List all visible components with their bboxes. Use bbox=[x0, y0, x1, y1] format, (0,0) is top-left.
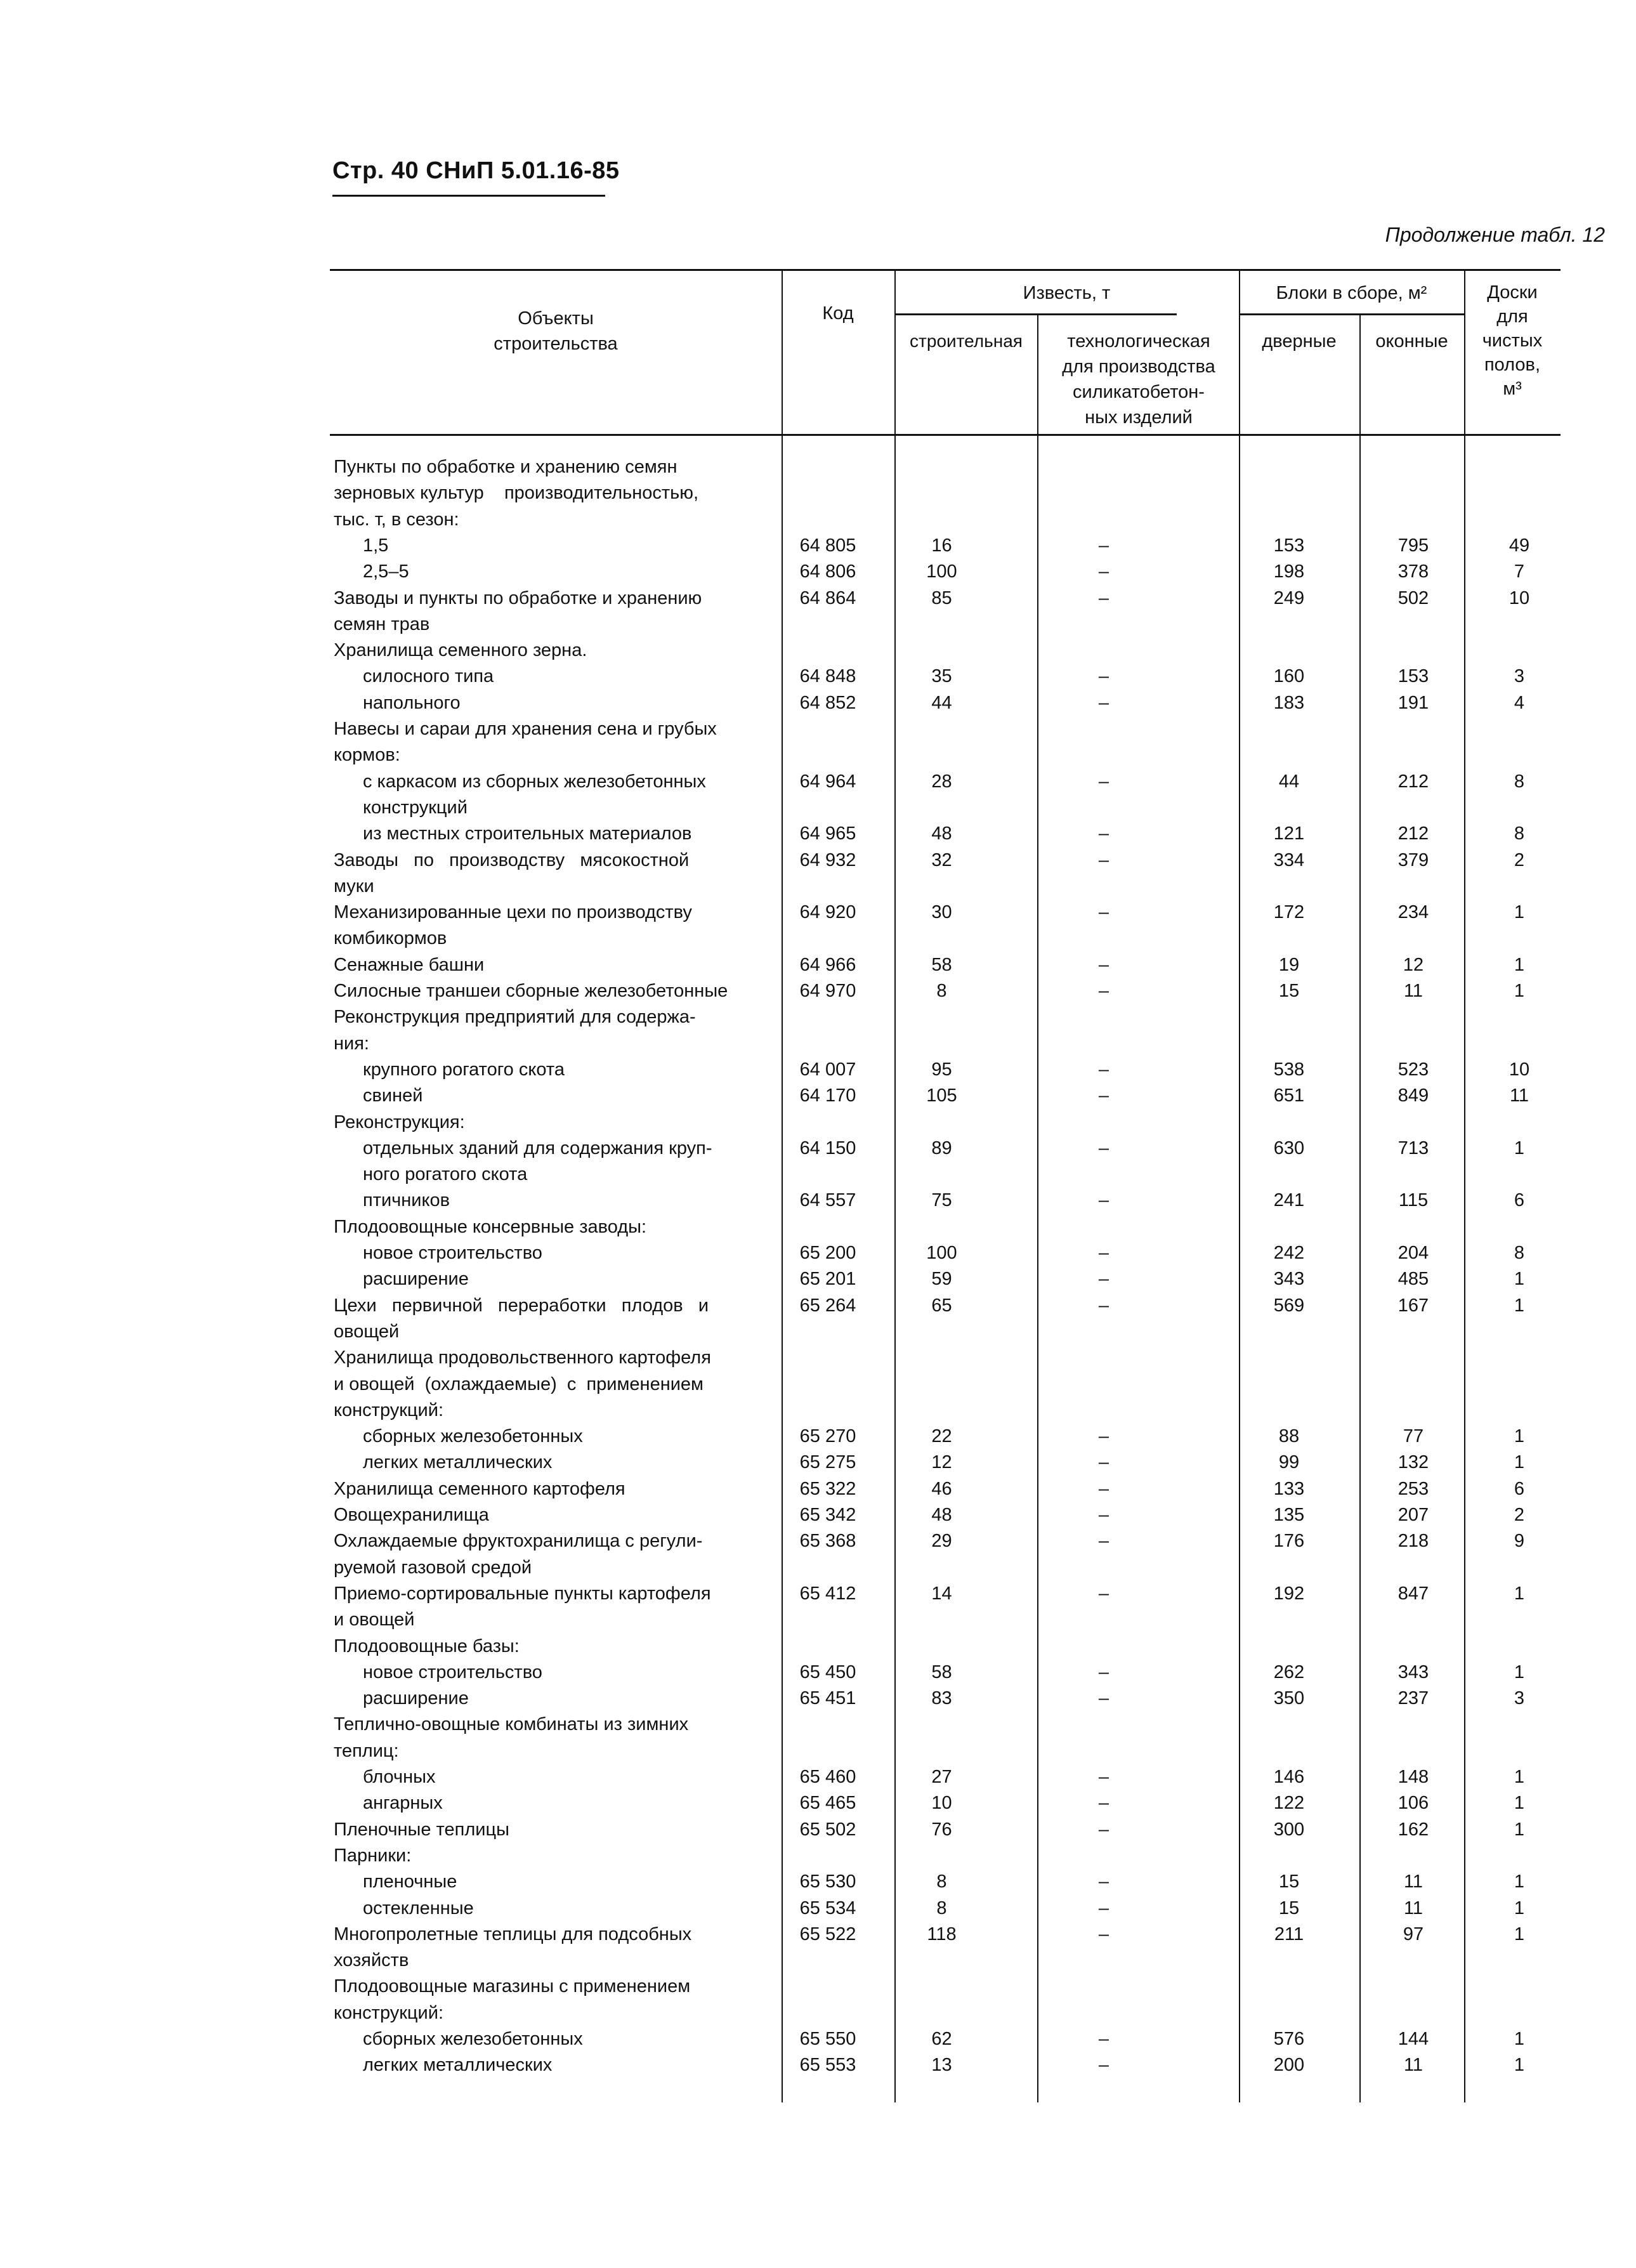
row-object-name: теплиц: bbox=[334, 1741, 399, 1761]
row-lime-technological: – bbox=[1098, 981, 1109, 1001]
row-boards: 1 bbox=[1514, 1924, 1525, 1944]
row-window-blocks: 77 bbox=[1403, 1426, 1424, 1446]
row-lime-technological: – bbox=[1098, 693, 1109, 713]
row-object-name: 2,5–5 bbox=[363, 561, 409, 582]
row-lime-construction: 8 bbox=[936, 1871, 947, 1892]
row-object-name: Силосные траншеи сборные железобетонные bbox=[334, 981, 728, 1001]
row-object-name: Заводы и пункты по обработке и хранению bbox=[334, 588, 702, 608]
row-code: 65 200 bbox=[799, 1243, 856, 1263]
row-code: 64 170 bbox=[799, 1085, 856, 1106]
row-lime-construction: 62 bbox=[931, 2029, 952, 2049]
row-window-blocks: 523 bbox=[1397, 1059, 1429, 1080]
row-lime-technological: – bbox=[1098, 902, 1109, 922]
row-object-name: овощей bbox=[334, 1321, 400, 1342]
data-table bbox=[330, 269, 1561, 2102]
row-object-name: легких металлических bbox=[363, 1452, 553, 1472]
row-code: 65 465 bbox=[799, 1793, 856, 1813]
row-lime-construction: 12 bbox=[931, 1452, 952, 1472]
header-blocks-group: Блоки в сборе, м² bbox=[1276, 283, 1427, 303]
row-lime-construction: 16 bbox=[931, 535, 952, 556]
col-divider-blocks bbox=[1239, 269, 1240, 2102]
row-code: 64 150 bbox=[799, 1138, 856, 1158]
row-object-name: конструкций: bbox=[334, 2003, 443, 2023]
row-lime-technological: – bbox=[1098, 1085, 1109, 1106]
row-lime-construction: 118 bbox=[927, 1924, 957, 1944]
row-object-name: Приемо-сортировальные пункты картофеля bbox=[334, 1583, 711, 1604]
row-window-blocks: 343 bbox=[1397, 1662, 1429, 1682]
row-object-name: Пленочные теплицы bbox=[334, 1819, 509, 1840]
row-lime-construction: 44 bbox=[931, 693, 952, 713]
row-door-blocks: 343 bbox=[1273, 1269, 1305, 1289]
row-door-blocks: 172 bbox=[1273, 902, 1305, 922]
row-door-blocks: 121 bbox=[1273, 823, 1305, 844]
row-object-name: Хранилища семенного зерна. bbox=[334, 640, 587, 660]
row-door-blocks: 176 bbox=[1273, 1531, 1305, 1551]
row-boards: 1 bbox=[1514, 2055, 1525, 2075]
row-lime-technological: – bbox=[1098, 1243, 1109, 1263]
row-object-name: Овощехранилища bbox=[334, 1505, 489, 1525]
row-window-blocks: 144 bbox=[1397, 2029, 1429, 2049]
row-lime-construction: 46 bbox=[931, 1479, 952, 1499]
row-boards: 2 bbox=[1514, 850, 1525, 870]
row-lime-construction: 100 bbox=[926, 1243, 957, 1263]
row-lime-technological: – bbox=[1098, 666, 1109, 686]
row-code: 64 557 bbox=[799, 1190, 856, 1210]
row-lime-construction: 29 bbox=[931, 1531, 952, 1551]
row-door-blocks: 183 bbox=[1273, 693, 1305, 713]
row-object-name: птичников bbox=[363, 1190, 450, 1210]
row-lime-construction: 28 bbox=[931, 771, 952, 792]
row-object-name: Многопролетные теплицы для подсобных bbox=[334, 1924, 692, 1944]
row-door-blocks: 241 bbox=[1273, 1190, 1305, 1210]
row-lime-technological: – bbox=[1098, 771, 1109, 792]
row-window-blocks: 212 bbox=[1397, 823, 1429, 844]
row-object-name: Охлаждаемые фруктохранилища с регули- bbox=[334, 1531, 703, 1551]
row-lime-construction: 32 bbox=[931, 850, 952, 870]
row-object-name: конструкций bbox=[363, 797, 468, 818]
row-boards: 1 bbox=[1514, 1871, 1525, 1892]
row-window-blocks: 212 bbox=[1397, 771, 1429, 792]
row-door-blocks: 350 bbox=[1273, 1688, 1305, 1708]
row-object-name: хозяйств bbox=[334, 1950, 409, 1970]
row-lime-technological: – bbox=[1098, 1505, 1109, 1525]
row-object-name: Плодоовощные базы: bbox=[334, 1636, 520, 1656]
row-object-name: блочных bbox=[363, 1767, 436, 1787]
row-window-blocks: 132 bbox=[1397, 1452, 1429, 1472]
row-lime-technological: – bbox=[1098, 1426, 1109, 1446]
row-object-name: Навесы и сараи для хранения сена и грубых bbox=[334, 719, 717, 739]
row-lime-construction: 13 bbox=[931, 2055, 952, 2075]
row-window-blocks: 12 bbox=[1403, 955, 1424, 975]
row-object-name: расширение bbox=[363, 1269, 469, 1289]
row-lime-construction: 75 bbox=[931, 1190, 952, 1210]
row-object-name: из местных строительных материалов bbox=[363, 823, 692, 844]
row-object-name: легких металлических bbox=[363, 2055, 553, 2075]
row-boards: 3 bbox=[1514, 666, 1525, 686]
page-title: Стр. 40 СНиП 5.01.16-85 bbox=[332, 157, 620, 184]
header-code: Код bbox=[822, 303, 854, 324]
row-lime-technological: – bbox=[1098, 1269, 1109, 1289]
row-door-blocks: 15 bbox=[1278, 1871, 1300, 1892]
row-boards: 1 bbox=[1514, 981, 1525, 1001]
row-lime-construction: 10 bbox=[931, 1793, 952, 1813]
row-window-blocks: 204 bbox=[1397, 1243, 1429, 1263]
table-continuation-label: Продолжение табл. 12 bbox=[1385, 223, 1605, 246]
header-objects: Объекты строительства bbox=[494, 308, 618, 354]
row-object-name: Теплично-овощные комбинаты из зимних bbox=[334, 1714, 689, 1734]
row-door-blocks: 99 bbox=[1278, 1452, 1300, 1472]
row-code: 64 805 bbox=[799, 535, 856, 556]
row-door-blocks: 538 bbox=[1273, 1059, 1305, 1080]
row-code: 65 530 bbox=[799, 1871, 856, 1892]
row-door-blocks: 576 bbox=[1273, 2029, 1305, 2049]
row-door-blocks: 334 bbox=[1273, 850, 1305, 870]
row-code: 65 270 bbox=[799, 1426, 856, 1446]
row-object-name: и овощей bbox=[334, 1609, 415, 1630]
row-window-blocks: 253 bbox=[1397, 1479, 1429, 1499]
row-object-name: комбикормов bbox=[334, 928, 447, 948]
row-lime-construction: 30 bbox=[931, 902, 952, 922]
row-window-blocks: 167 bbox=[1397, 1295, 1429, 1316]
row-lime-technological: – bbox=[1098, 561, 1109, 582]
row-window-blocks: 207 bbox=[1397, 1505, 1429, 1525]
row-object-name: ного рогатого скота bbox=[363, 1164, 528, 1184]
row-object-name: сборных железобетонных bbox=[363, 1426, 583, 1446]
row-object-name: Реконструкция предприятий для содержа- bbox=[334, 1007, 696, 1027]
row-code: 65 534 bbox=[799, 1898, 856, 1918]
row-object-name: семян трав bbox=[334, 614, 430, 634]
row-window-blocks: 162 bbox=[1397, 1819, 1429, 1840]
row-boards: 1 bbox=[1514, 1793, 1525, 1813]
row-code: 64 852 bbox=[799, 693, 856, 713]
row-lime-technological: – bbox=[1098, 1452, 1109, 1472]
row-object-name: Реконструкция: bbox=[334, 1112, 465, 1132]
row-lime-technological: – bbox=[1098, 1583, 1109, 1604]
header-bottom-rule bbox=[330, 434, 1561, 436]
row-object-name: Плодоовощные магазины с применением bbox=[334, 1976, 691, 1996]
row-object-name: руемой газовой средой bbox=[334, 1557, 532, 1578]
row-object-name: Пункты по обработке и хранению семян bbox=[334, 457, 677, 477]
row-window-blocks: 378 bbox=[1397, 561, 1429, 582]
row-lime-construction: 95 bbox=[931, 1059, 952, 1080]
row-object-name: ангарных bbox=[363, 1793, 443, 1813]
row-lime-technological: – bbox=[1098, 2055, 1109, 2075]
row-window-blocks: 148 bbox=[1397, 1767, 1429, 1787]
row-window-blocks: 11 bbox=[1403, 2055, 1423, 2075]
row-lime-construction: 48 bbox=[931, 1505, 952, 1525]
row-object-name: Хранилища продовольственного картофеля bbox=[334, 1347, 711, 1368]
header-lime-construction: строительная bbox=[910, 331, 1023, 351]
row-lime-construction: 83 bbox=[931, 1688, 952, 1708]
row-code: 64 964 bbox=[799, 771, 856, 792]
row-window-blocks: 153 bbox=[1397, 666, 1429, 686]
row-code: 65 550 bbox=[799, 2029, 856, 2049]
header-blocks-window: оконные bbox=[1375, 331, 1448, 351]
row-door-blocks: 192 bbox=[1273, 1583, 1305, 1604]
row-lime-construction: 105 bbox=[926, 1085, 957, 1106]
row-window-blocks: 713 bbox=[1397, 1138, 1429, 1158]
row-door-blocks: 19 bbox=[1278, 955, 1300, 975]
blocks-subheader-rule bbox=[1239, 313, 1464, 315]
row-object-name: сборных железобетонных bbox=[363, 2029, 583, 2049]
header-blocks-door: дверные bbox=[1262, 331, 1337, 351]
col-divider-blocks-window bbox=[1359, 313, 1361, 2102]
row-object-name: ния: bbox=[334, 1033, 369, 1054]
row-object-name: расширение bbox=[363, 1688, 469, 1708]
row-boards: 1 bbox=[1514, 1138, 1525, 1158]
row-window-blocks: 502 bbox=[1397, 588, 1429, 608]
row-boards: 10 bbox=[1508, 588, 1530, 608]
row-window-blocks: 485 bbox=[1397, 1269, 1429, 1289]
row-lime-technological: – bbox=[1098, 1819, 1109, 1840]
row-object-name: конструкций: bbox=[334, 1400, 443, 1420]
row-code: 64 920 bbox=[799, 902, 856, 922]
row-lime-construction: 100 bbox=[926, 561, 957, 582]
row-object-name: Заводы по производству мясокостной bbox=[334, 850, 690, 870]
row-object-name: крупного рогатого скота bbox=[363, 1059, 565, 1080]
row-door-blocks: 651 bbox=[1273, 1085, 1305, 1106]
row-door-blocks: 133 bbox=[1273, 1479, 1305, 1499]
row-lime-technological: – bbox=[1098, 2029, 1109, 2049]
row-lime-construction: 35 bbox=[931, 666, 952, 686]
row-lime-technological: – bbox=[1098, 1531, 1109, 1551]
header-lime-technological: технологическая для производства силикатобетон- ных изделий bbox=[1062, 331, 1215, 428]
row-boards: 8 bbox=[1514, 823, 1525, 844]
row-lime-construction: 58 bbox=[931, 955, 952, 975]
row-window-blocks: 847 bbox=[1397, 1583, 1429, 1604]
row-object-name: Парники: bbox=[334, 1845, 412, 1866]
row-lime-technological: – bbox=[1098, 1662, 1109, 1682]
row-window-blocks: 237 bbox=[1397, 1688, 1429, 1708]
row-boards: 8 bbox=[1514, 1243, 1525, 1263]
row-object-name: свиней bbox=[363, 1085, 423, 1106]
row-window-blocks: 218 bbox=[1397, 1531, 1429, 1551]
row-code: 64 848 bbox=[799, 666, 856, 686]
row-code: 65 342 bbox=[799, 1505, 856, 1525]
row-lime-construction: 58 bbox=[931, 1662, 952, 1682]
row-object-name: Механизированные цехи по производству bbox=[334, 902, 692, 922]
row-door-blocks: 15 bbox=[1278, 981, 1300, 1001]
row-object-name: остекленные bbox=[363, 1898, 474, 1918]
row-code: 65 502 bbox=[799, 1819, 856, 1840]
row-boards: 1 bbox=[1514, 1767, 1525, 1787]
row-code: 65 412 bbox=[799, 1583, 856, 1604]
row-door-blocks: 630 bbox=[1273, 1138, 1305, 1158]
row-lime-technological: – bbox=[1098, 1190, 1109, 1210]
row-code: 64 966 bbox=[799, 955, 856, 975]
row-lime-technological: – bbox=[1098, 955, 1109, 975]
row-code: 64 007 bbox=[799, 1059, 856, 1080]
row-door-blocks: 153 bbox=[1273, 535, 1305, 556]
row-boards: 7 bbox=[1514, 561, 1525, 582]
row-boards: 1 bbox=[1514, 902, 1525, 922]
lime-subheader-rule bbox=[894, 313, 1177, 315]
row-boards: 3 bbox=[1514, 1688, 1525, 1708]
row-code: 65 322 bbox=[799, 1479, 856, 1499]
row-object-name: Плодоовощные консервные заводы: bbox=[334, 1217, 647, 1237]
row-boards: 11 bbox=[1509, 1085, 1529, 1106]
row-lime-construction: 59 bbox=[931, 1269, 952, 1289]
row-boards: 4 bbox=[1514, 693, 1525, 713]
row-boards: 2 bbox=[1514, 1505, 1525, 1525]
row-boards: 1 bbox=[1514, 1452, 1525, 1472]
row-object-name: Хранилища семенного картофеля bbox=[334, 1479, 625, 1499]
row-object-name: напольного bbox=[363, 693, 461, 713]
row-lime-construction: 22 bbox=[931, 1426, 952, 1446]
row-window-blocks: 11 bbox=[1403, 1871, 1423, 1892]
row-door-blocks: 15 bbox=[1278, 1898, 1300, 1918]
row-lime-technological: – bbox=[1098, 535, 1109, 556]
row-code: 65 264 bbox=[799, 1295, 856, 1316]
row-object-name: новое строительство bbox=[363, 1243, 542, 1263]
header-boards: Доски для чистых полов, м³ bbox=[1482, 282, 1543, 399]
row-boards: 49 bbox=[1508, 535, 1530, 556]
row-lime-construction: 65 bbox=[931, 1295, 952, 1316]
col-divider-boards bbox=[1464, 269, 1465, 2102]
row-boards: 6 bbox=[1514, 1190, 1525, 1210]
row-boards: 1 bbox=[1514, 2029, 1525, 2049]
row-lime-construction: 89 bbox=[931, 1138, 952, 1158]
row-object-name: Сенажные башни bbox=[334, 955, 485, 975]
row-door-blocks: 44 bbox=[1278, 771, 1300, 792]
row-boards: 9 bbox=[1514, 1531, 1525, 1551]
row-lime-construction: 48 bbox=[931, 823, 952, 844]
row-lime-construction: 14 bbox=[931, 1583, 952, 1604]
row-door-blocks: 198 bbox=[1273, 561, 1305, 582]
row-boards: 1 bbox=[1514, 1583, 1525, 1604]
row-code: 65 553 bbox=[799, 2055, 856, 2075]
row-object-name: муки bbox=[334, 876, 374, 896]
row-object-name: и овощей (охлаждаемые) с применением bbox=[334, 1374, 703, 1394]
row-lime-technological: – bbox=[1098, 588, 1109, 608]
row-code: 64 932 bbox=[799, 850, 856, 870]
row-lime-construction: 85 bbox=[931, 588, 952, 608]
row-window-blocks: 849 bbox=[1397, 1085, 1429, 1106]
row-door-blocks: 249 bbox=[1273, 588, 1305, 608]
row-door-blocks: 262 bbox=[1273, 1662, 1305, 1682]
table-top-rule bbox=[330, 269, 1561, 271]
row-code: 65 368 bbox=[799, 1531, 856, 1551]
row-boards: 6 bbox=[1514, 1479, 1525, 1499]
row-window-blocks: 795 bbox=[1397, 535, 1429, 556]
row-object-name: силосного типа bbox=[363, 666, 494, 686]
row-door-blocks: 569 bbox=[1273, 1295, 1305, 1316]
row-object-name: Цехи первичной переработки плодов и bbox=[334, 1295, 709, 1316]
row-lime-technological: – bbox=[1098, 1138, 1109, 1158]
row-code: 65 201 bbox=[799, 1269, 856, 1289]
row-lime-technological: – bbox=[1098, 1479, 1109, 1499]
row-window-blocks: 234 bbox=[1397, 902, 1429, 922]
row-boards: 8 bbox=[1514, 771, 1525, 792]
row-door-blocks: 135 bbox=[1273, 1505, 1305, 1525]
row-window-blocks: 11 bbox=[1403, 1898, 1423, 1918]
row-code: 64 864 bbox=[799, 588, 856, 608]
row-lime-technological: – bbox=[1098, 1898, 1109, 1918]
row-lime-construction: 76 bbox=[931, 1819, 952, 1840]
header-lime-group: Известь, т bbox=[1023, 283, 1111, 303]
row-object-name: 1,5 bbox=[363, 535, 389, 556]
row-lime-technological: – bbox=[1098, 1295, 1109, 1316]
row-window-blocks: 11 bbox=[1403, 981, 1423, 1001]
row-boards: 1 bbox=[1514, 1269, 1525, 1289]
row-lime-technological: – bbox=[1098, 1767, 1109, 1787]
row-object-name: зерновых культур производительностью, bbox=[334, 483, 699, 503]
row-object-name: тыс. т, в сезон: bbox=[334, 509, 459, 530]
row-boards: 1 bbox=[1514, 955, 1525, 975]
row-door-blocks: 88 bbox=[1278, 1426, 1300, 1446]
row-door-blocks: 200 bbox=[1273, 2055, 1305, 2075]
title-underline bbox=[332, 195, 605, 197]
row-code: 64 970 bbox=[799, 981, 856, 1001]
row-boards: 1 bbox=[1514, 1898, 1525, 1918]
row-code: 64 806 bbox=[799, 561, 856, 582]
row-lime-construction: 27 bbox=[931, 1767, 952, 1787]
row-object-name: новое строительство bbox=[363, 1662, 542, 1682]
row-lime-technological: – bbox=[1098, 850, 1109, 870]
row-window-blocks: 115 bbox=[1398, 1190, 1429, 1210]
row-window-blocks: 97 bbox=[1403, 1924, 1424, 1944]
row-lime-construction: 8 bbox=[936, 1898, 947, 1918]
row-boards: 1 bbox=[1514, 1819, 1525, 1840]
row-window-blocks: 379 bbox=[1397, 850, 1429, 870]
row-boards: 1 bbox=[1514, 1426, 1525, 1446]
row-code: 64 965 bbox=[799, 823, 856, 844]
row-lime-construction: 8 bbox=[936, 981, 947, 1001]
row-door-blocks: 300 bbox=[1273, 1819, 1305, 1840]
row-door-blocks: 146 bbox=[1273, 1767, 1305, 1787]
row-lime-technological: – bbox=[1098, 1793, 1109, 1813]
row-lime-technological: – bbox=[1098, 1924, 1109, 1944]
row-object-name: отдельных зданий для содержания круп- bbox=[363, 1138, 712, 1158]
row-door-blocks: 122 bbox=[1273, 1793, 1305, 1813]
row-boards: 1 bbox=[1514, 1295, 1525, 1316]
row-lime-technological: – bbox=[1098, 1688, 1109, 1708]
row-code: 65 451 bbox=[799, 1688, 856, 1708]
row-object-name: пленочные bbox=[363, 1871, 457, 1892]
row-door-blocks: 160 bbox=[1273, 666, 1305, 686]
row-object-name: с каркасом из сборных железобетонных bbox=[363, 771, 706, 792]
row-door-blocks: 242 bbox=[1273, 1243, 1305, 1263]
row-code: 65 522 bbox=[799, 1924, 856, 1944]
row-lime-technological: – bbox=[1098, 823, 1109, 844]
row-door-blocks: 211 bbox=[1274, 1924, 1304, 1944]
row-boards: 1 bbox=[1514, 1662, 1525, 1682]
row-code: 65 275 bbox=[799, 1452, 856, 1472]
row-code: 65 450 bbox=[799, 1662, 856, 1682]
row-boards: 10 bbox=[1508, 1059, 1530, 1080]
row-lime-technological: – bbox=[1098, 1059, 1109, 1080]
row-lime-technological: – bbox=[1098, 1871, 1109, 1892]
row-window-blocks: 191 bbox=[1397, 693, 1429, 713]
row-code: 65 460 bbox=[799, 1767, 856, 1787]
row-window-blocks: 106 bbox=[1397, 1793, 1429, 1813]
row-object-name: кормов: bbox=[334, 745, 400, 765]
